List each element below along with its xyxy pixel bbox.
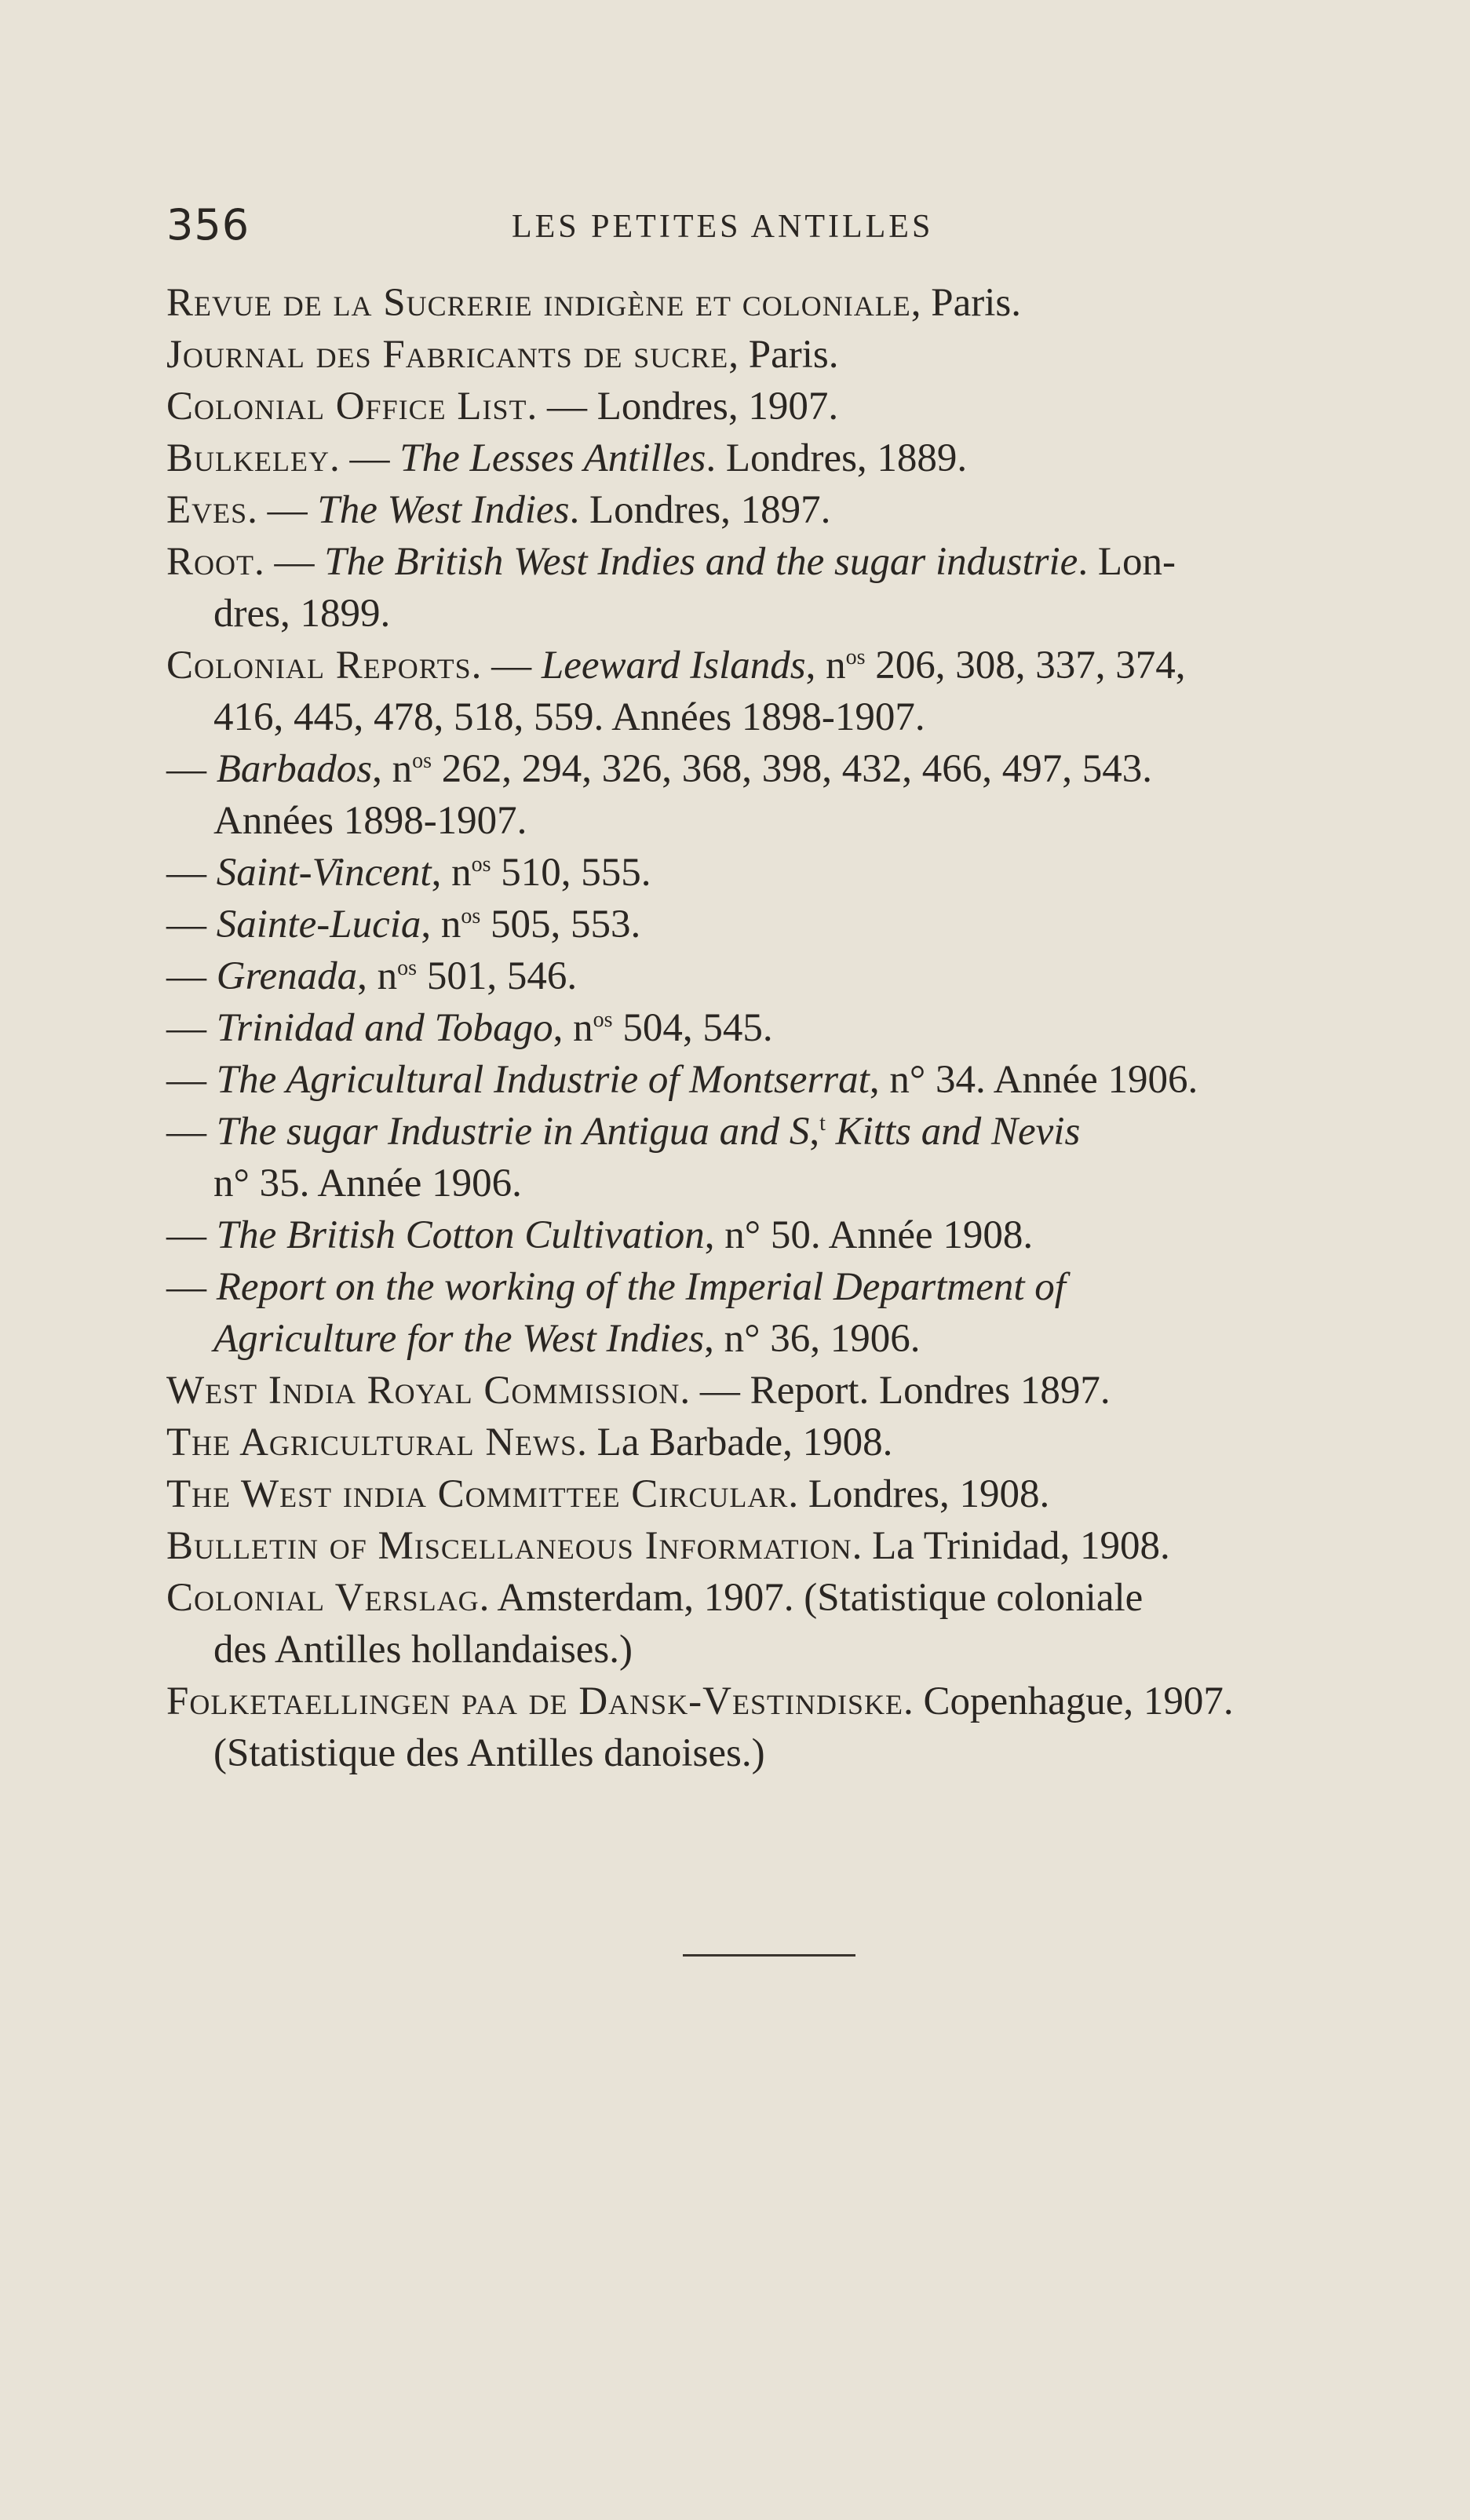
entry-c: , n° 50. Année 1908. bbox=[704, 1213, 1034, 1257]
entry-d: , n° 36, 1906. bbox=[704, 1317, 921, 1361]
entry-a: The Agricultural News bbox=[166, 1420, 578, 1464]
bibliography-entry bbox=[166, 1261, 1351, 1365]
entry-b: — bbox=[166, 1058, 217, 1102]
bibliography-entry bbox=[166, 277, 1351, 329]
entry-i: The Lesses Antilles bbox=[399, 436, 706, 480]
entry-a: Colonial Reports bbox=[166, 644, 472, 687]
running-title: LES PETITES ANTILLES bbox=[512, 209, 934, 245]
entry-c: , n bbox=[431, 851, 472, 895]
entry-b: — bbox=[166, 851, 217, 895]
entry-i2: Kitts and Nevis bbox=[825, 1110, 1081, 1154]
bibliography-entry bbox=[166, 1417, 1351, 1468]
entry-b: . — bbox=[247, 488, 318, 532]
entry-a: Colonial Office List bbox=[166, 385, 527, 429]
entry-c: . Lon- bbox=[1078, 540, 1176, 584]
entry-a: Bulletin of Miscellaneous Information bbox=[166, 1524, 852, 1568]
entry-i: The Agricultural Industrie of Montserrat bbox=[216, 1058, 870, 1102]
entry-b: . — Londres, 1907. bbox=[527, 385, 839, 429]
entry-b: . La Barbade, 1908. bbox=[577, 1420, 893, 1464]
entry-b: , Paris. bbox=[910, 281, 1021, 325]
entry-b: — bbox=[166, 1265, 217, 1309]
entry-b: . — bbox=[329, 436, 400, 480]
entry-c: , n bbox=[805, 644, 846, 687]
bibliography-entry bbox=[166, 1572, 1351, 1676]
entry-di: Agriculture for the West Indies bbox=[213, 1317, 705, 1361]
entry-a: Colonial Verslag bbox=[166, 1576, 480, 1620]
entry-b: . La Trinidad, 1908. bbox=[852, 1524, 1170, 1568]
entry-b: — bbox=[166, 1110, 217, 1154]
entry-d: des Antilles hollandaises.) bbox=[213, 1628, 633, 1672]
entry-b: . Copenhague, 1907. bbox=[903, 1679, 1234, 1723]
entry-b: . — bbox=[254, 540, 325, 584]
entry-a: Eves bbox=[166, 488, 248, 532]
page-header bbox=[166, 200, 1009, 263]
bibliography-entry bbox=[166, 847, 1351, 899]
bibliography-entry bbox=[166, 899, 1351, 950]
entry-b: — bbox=[166, 747, 217, 791]
entry-c: , n bbox=[553, 1006, 593, 1050]
entry-d: n° 35. Année 1906. bbox=[213, 1162, 522, 1205]
entry-i: Leeward Islands bbox=[541, 644, 806, 687]
entry-i: The sugar Industrie in Antigua and S bbox=[216, 1110, 810, 1154]
bibliography-entry bbox=[166, 432, 1351, 484]
entry-b: . Amsterdam, 1907. (Statistique coloniale bbox=[479, 1576, 1144, 1620]
entry-c: . Londres, 1889. bbox=[706, 436, 968, 480]
entry-i: Sainte-Lucia bbox=[216, 903, 421, 946]
entry-i: Report on the working of the Imperial Department of bbox=[216, 1265, 1066, 1309]
entry-b: — bbox=[166, 903, 217, 946]
entry-i: The British West Indies and the sugar industrie bbox=[324, 540, 1078, 584]
entry-i: Saint-Vincent bbox=[216, 851, 432, 895]
bibliography-entry bbox=[166, 1676, 1351, 1779]
entry-d: 416, 445, 478, 518, 559. Années 1898-1907. bbox=[213, 695, 925, 739]
entry-c: . Londres, 1897. bbox=[569, 488, 831, 532]
entry-c: , n bbox=[372, 747, 413, 791]
entry-s: os bbox=[412, 749, 432, 773]
entry-d: (Statistique des Antilles danoises.) bbox=[213, 1731, 765, 1775]
entry-e: 505, 553. bbox=[480, 903, 641, 946]
entry-c: , n° 34. Année 1906. bbox=[869, 1058, 1198, 1102]
entry-i: The West Indies bbox=[317, 488, 570, 532]
bibliography-entry bbox=[166, 536, 1351, 640]
entry-c: , n bbox=[357, 954, 398, 998]
entry-s: os bbox=[845, 645, 866, 669]
entry-e: 510, 555. bbox=[491, 851, 651, 895]
bibliography-list bbox=[166, 277, 1351, 1779]
entry-a: West India Royal Commission bbox=[166, 1369, 680, 1413]
bibliography-entry bbox=[166, 1468, 1351, 1520]
entry-c: , n bbox=[421, 903, 461, 946]
bibliography-entry bbox=[166, 640, 1351, 743]
entry-s: os bbox=[461, 904, 481, 928]
bibliography-entry bbox=[166, 1520, 1351, 1572]
entry-b: — bbox=[166, 1213, 217, 1257]
entry-e: 501, 546. bbox=[417, 954, 578, 998]
entry-s: os bbox=[471, 852, 491, 877]
entry-a: Root bbox=[166, 540, 255, 584]
bibliography-entry bbox=[166, 1054, 1351, 1106]
entry-a: Journal des Fabricants de sucre bbox=[166, 333, 729, 377]
entry-i: Barbados bbox=[216, 747, 373, 791]
entry-d: Années 1898-1907. bbox=[213, 799, 527, 843]
bibliography-entry bbox=[166, 329, 1351, 381]
entry-b: , Paris. bbox=[728, 333, 839, 377]
entry-s: t bbox=[819, 1111, 826, 1136]
entry-e: 504, 545. bbox=[612, 1006, 773, 1050]
entry-i: Grenada bbox=[216, 954, 358, 998]
entry-e: 262, 294, 326, 368, 398, 432, 466, 497, 543. bbox=[432, 747, 1153, 791]
entry-a: Bulkeley bbox=[166, 436, 330, 480]
entry-b: . — Report. Londres 1897. bbox=[680, 1369, 1111, 1413]
entry-e: 206, 308, 337, 374, bbox=[865, 644, 1186, 687]
bibliography-entry bbox=[166, 1106, 1351, 1209]
entry-b: . — bbox=[471, 644, 542, 687]
entry-c: , bbox=[809, 1110, 820, 1154]
bibliography-entry bbox=[166, 484, 1351, 536]
bibliography-entry bbox=[166, 1002, 1351, 1054]
entry-a: Folketaellingen paa de Dansk-Vestindiske bbox=[166, 1679, 903, 1723]
bibliography-entry bbox=[166, 743, 1351, 847]
entry-a: Revue de la Sucrerie indigène et coloniale bbox=[166, 281, 911, 325]
entry-b: — bbox=[166, 954, 217, 998]
bibliography-entry bbox=[166, 1209, 1351, 1261]
bibliography-entry bbox=[166, 950, 1351, 1002]
bibliography-entry bbox=[166, 1365, 1351, 1417]
entry-a: The West india Committee Circular bbox=[166, 1472, 789, 1516]
entry-b: . Londres, 1908. bbox=[788, 1472, 1050, 1516]
entry-s: os bbox=[397, 956, 418, 980]
bibliography-entry bbox=[166, 381, 1351, 432]
entry-i: The British Cotton Cultivation bbox=[216, 1213, 705, 1257]
page-number: 356 bbox=[166, 200, 250, 250]
entry-d: dres, 1899. bbox=[213, 592, 391, 636]
entry-i: Trinidad and Tobago bbox=[216, 1006, 553, 1050]
entry-s: os bbox=[593, 1008, 613, 1032]
entry-b: — bbox=[166, 1006, 217, 1050]
end-rule bbox=[683, 1954, 855, 1957]
